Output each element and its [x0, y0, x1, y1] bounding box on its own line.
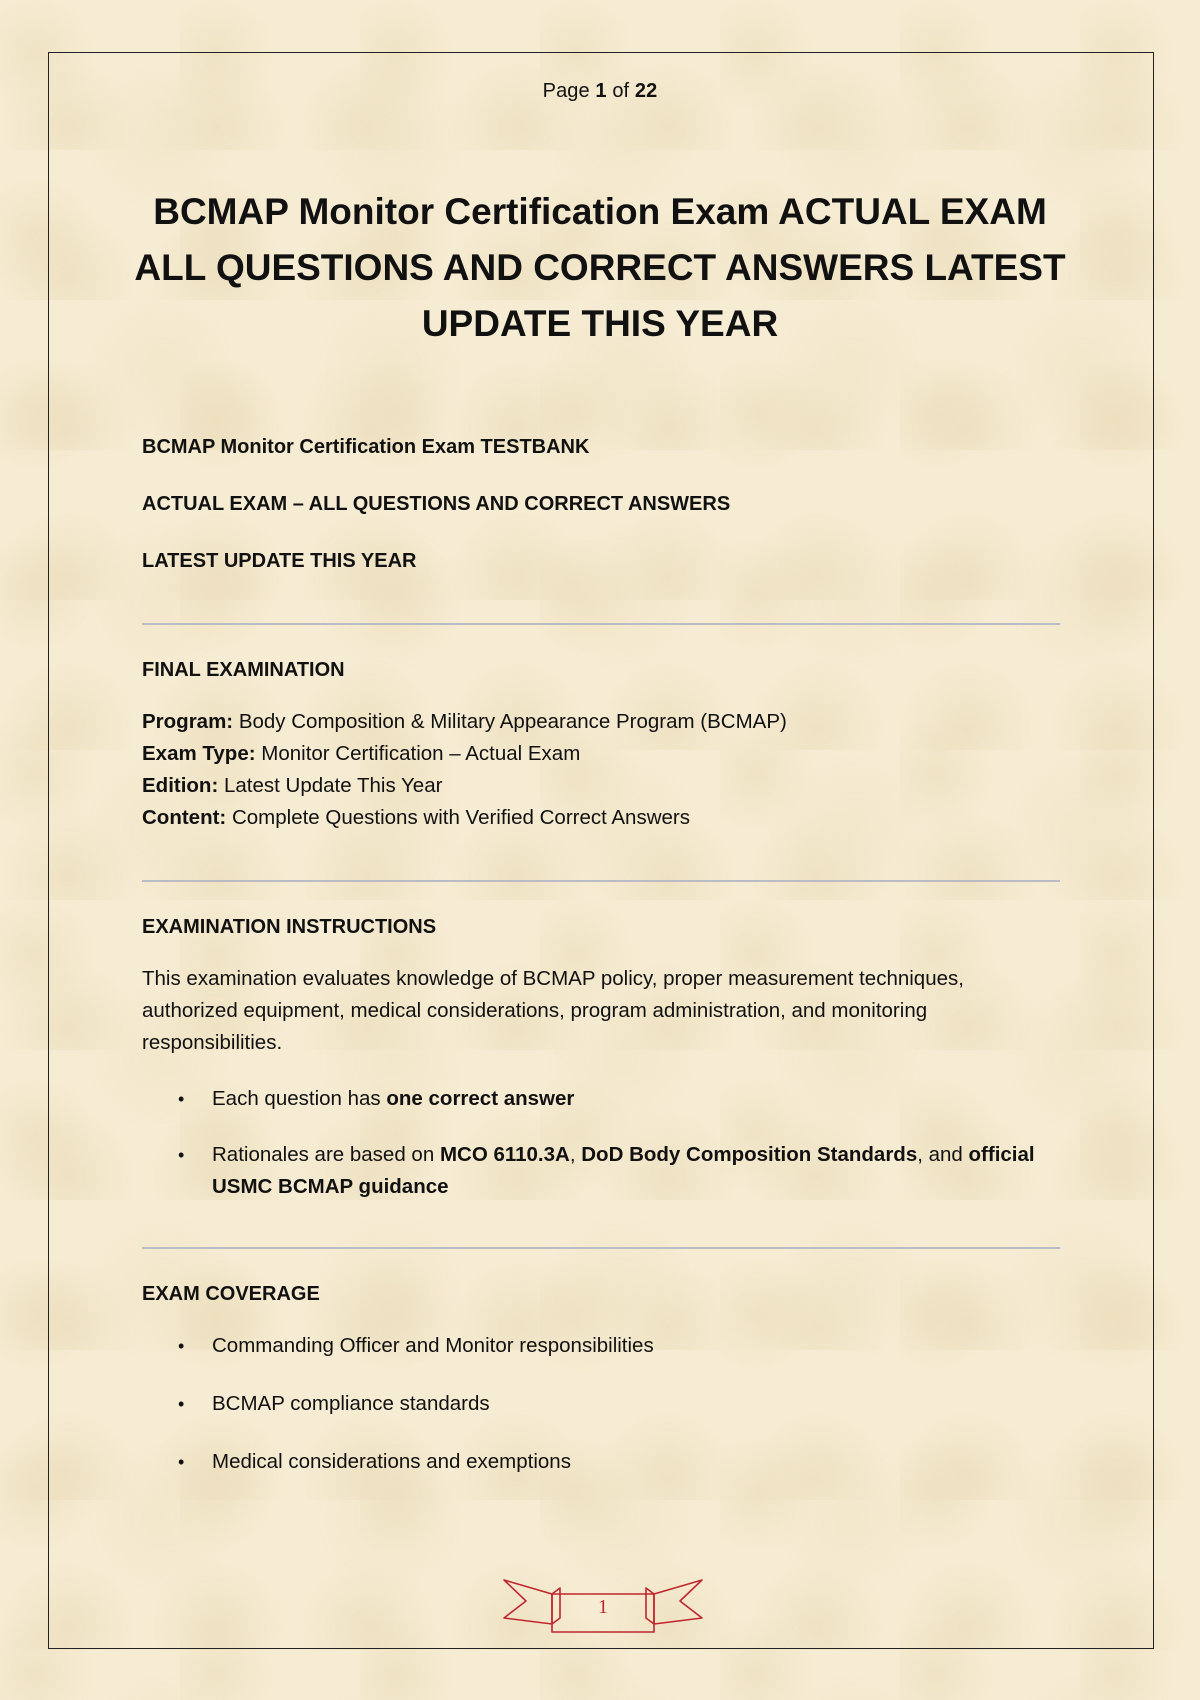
- list-item: • Medical considerations and exemptions: [142, 1446, 1060, 1478]
- total-pages-number: 22: [634, 80, 658, 102]
- document-body: [142, 436, 1060, 1478]
- intro-line-3: LATEST UPDATE THIS YEAR: [142, 550, 417, 572]
- exam-type-field: Exam Type: Monitor Certification – Actual Exam: [142, 742, 581, 765]
- page-word: Page: [542, 80, 590, 102]
- list-item: • Rationales are based on MCO 6110.3A, DoD Body Composition Standards, and official USMC BCMAP guidance: [142, 1139, 1060, 1203]
- document-title: [130, 184, 1070, 352]
- final-exam-heading: FINAL EXAMINATION: [142, 659, 345, 681]
- footer-page-number: 1: [598, 1596, 608, 1618]
- list-item: • Each question has one correct answer: [142, 1083, 1060, 1115]
- of-word: of: [612, 80, 630, 102]
- title-line-2: ALL QUESTIONS AND CORRECT ANSWERS LATEST: [134, 247, 1066, 288]
- current-page-number: 1: [595, 80, 607, 102]
- coverage-heading: EXAM COVERAGE: [142, 1283, 320, 1305]
- intro-line-1: BCMAP Monitor Certification Exam TESTBANK: [142, 436, 590, 458]
- intro-line-2: ACTUAL EXAM – ALL QUESTIONS AND CORRECT ANSWERS: [142, 493, 731, 515]
- title-line-1: BCMAP Monitor Certification Exam ACTUAL EXAM: [153, 191, 1047, 232]
- edition-field: Edition: Latest Update This Year: [142, 774, 443, 797]
- instructions-list: [142, 1083, 1060, 1203]
- section-divider: [142, 623, 1060, 625]
- page-counter: [0, 80, 1200, 103]
- coverage-list: [142, 1330, 1060, 1478]
- list-item: • BCMAP compliance standards: [142, 1388, 1060, 1420]
- list-item: • Commanding Officer and Monitor responsibilities: [142, 1330, 1060, 1362]
- title-line-3: UPDATE THIS YEAR: [421, 303, 779, 344]
- instructions-heading: EXAMINATION INSTRUCTIONS: [142, 916, 437, 938]
- program-field: Program: Body Composition & Military Appearance Program (BCMAP): [142, 710, 787, 733]
- section-divider: [142, 880, 1060, 882]
- content-field: Content: Complete Questions with Verified Correct Answers: [142, 806, 690, 829]
- instructions-paragraph: This examination evaluates knowledge of BCMAP policy, proper measurement techniques, authorized equipment, medical considerations, program administration, and monitoring responsibilities.: [142, 967, 964, 1054]
- exam-details: [142, 706, 1060, 834]
- section-divider: [142, 1247, 1060, 1249]
